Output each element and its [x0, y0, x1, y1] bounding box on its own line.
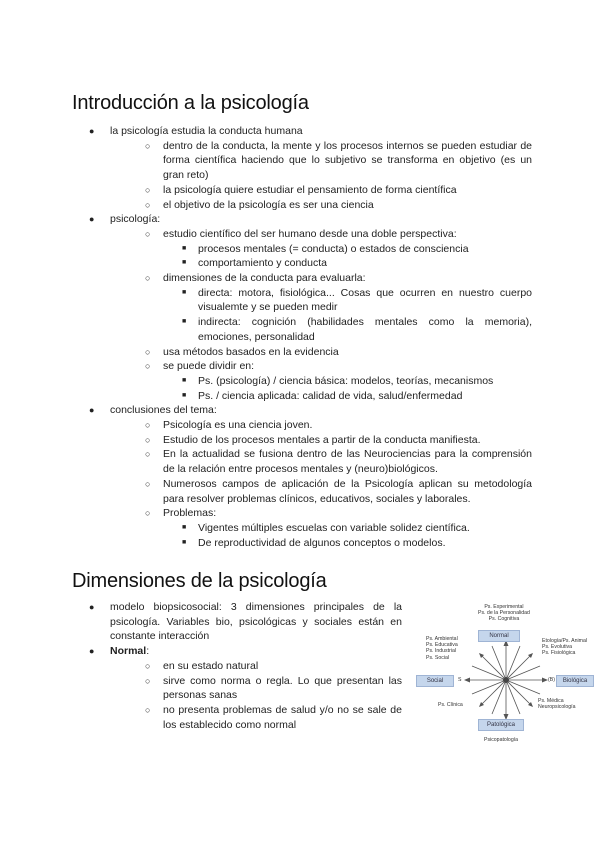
- list-item: ■ comportamiento y conducta: [182, 257, 327, 270]
- list-item: ○ no presenta problemas de salud y/o no se sale de los establecido como normal: [145, 703, 402, 731]
- list-item: ● la psicología estudia la conducta humana ○ dentro de la conducta, la mente y los procesos internos se pueden estudiar de forma científica haciendo que lo subjetivo se transforma en objetivo (es un gran reto) ○ la psicología quiere estudiar el pensamiento de forma científica ○ el objetivo de la psicología es ser una ciencia: [89, 125, 532, 211]
- diagram-left-labels: Ps. Ambiental Ps. Educativa Ps. Industrial Ps. Social: [426, 636, 458, 661]
- list-item: ● modelo biopsicosocial: 3 dimensiones principales de la psicología. Variables bio, psicológicas y sociales están en constante interacción: [89, 601, 402, 643]
- box-social: Social: [416, 675, 454, 687]
- diagram-bottom-right-labels: Ps. Médica Neuropsicología: [538, 698, 576, 711]
- list-item: ○ se puede dividir en: ■ Ps. (psicología) / ciencia básica: modelos, teorías, mecanismos ■ Ps. / ciencia aplicada: calidad de vida, salud/enfermedad: [145, 359, 532, 403]
- list-item: ○ Numerosos campos de aplicación de la Psicología aplican su metodología para resolver problemas clínicos, educativos, sociales y laborales.: [145, 477, 532, 505]
- list-item: ■ Ps. / ciencia aplicada: calidad de vida, salud/enfermedad: [182, 389, 463, 402]
- box-patologica: Patológica: [478, 719, 524, 731]
- axis-label-s: S: [458, 677, 462, 683]
- list-item: ○ sirve como norma o regla. Lo que presentan las personas sanas: [145, 674, 402, 702]
- section-title-dimensiones: Dimensiones de la psicología: [72, 570, 327, 592]
- list-item: ○ la psicología quiere estudiar el pensamiento de forma científica: [145, 183, 457, 196]
- diagram-top-labels: Ps. Experimental Ps. de la Personalidad Ps. Cognitiva: [478, 604, 530, 623]
- list-item: ■ indirecta: cognición (habilidades mentales como la memoria), emociones, personalidad: [182, 316, 532, 343]
- list-item: ○ dimensiones de la conducta para evaluarla: ■ directa: motora, fisiológica... Cosas que ocurren en nuestro cuerpo visualemte y se pueden medir ■ indirecta: cognición (habilidades mentales como la memoria), emociones, personalidad: [145, 272, 532, 343]
- list-item: ● conclusiones del tema: ○ Psicología es una ciencia joven. ○ Estudio de los procesos mentales a partir de la conducta manifiesta. ○ En la actualidad se fusiona dentro de las Neurociencias para la comprensión de la relación entre procesos mentales y (neuro)biológicos. ○ Numerosos campos de aplicación de la Psicología aplican su metodología para resolver problemas clínicos, educativos, sociales y laborales. ○ Problemas: ■ Vigentes múltiples escuelas con variable solidez científica. ■ De reproductividad de algunos conceptos o modelos.: [89, 404, 532, 549]
- list-item: ■ De reproductividad de algunos conceptos o modelos.: [182, 536, 446, 549]
- box-normal: Normal: [478, 630, 520, 642]
- list-item: ○ En la actualidad se fusiona dentro de las Neurociencias para la comprensión de la relación entre procesos mentales y (neuro)biológicos.: [145, 448, 532, 476]
- list-item: ■ procesos mentales (= conducta) o estados de consciencia: [182, 242, 469, 255]
- box-biologica: Biológica: [556, 675, 594, 687]
- section-dimensiones: [72, 600, 402, 732]
- axis-label-b: (B): [548, 677, 555, 683]
- section-title-introduccion: Introducción a la psicología: [72, 92, 309, 114]
- list-item: ○ usa métodos basados en la evidencia: [145, 345, 339, 358]
- list-item: ○ en su estado natural: [145, 659, 259, 672]
- list-item: ○ dentro de la conducta, la mente y los procesos internos se pueden estudiar de forma científica haciendo que lo subjetivo se transforma en objetivo (es un gran reto): [145, 139, 532, 182]
- diagram-right-labels: Etología/Ps. Animal Ps. Evolutiva Ps. Fisiológica: [542, 638, 587, 657]
- diagram-bottom-left-label: Ps. Clínica: [438, 702, 463, 708]
- list-item: ● psicología: ○ estudio científico del ser humano desde una doble perspectiva: ■ procesos mentales (= conducta) o estados de consciencia ■ comportamiento y conducta ○ dimensiones de la conducta para evaluarla: ■ directa: motora, fisiológica... Cosas que ocurren en nuestro cuerpo visualemte y se pueden medir ■ indirecta: cognición (habilidades mentales como la memoria), emociones, personalidad ○ usa métodos basados en la evidencia ○ se puede dividir en: ■ Ps. (psicología) / ciencia básica: modelos, teorías, mecanismos ■ Ps. / ciencia aplicada: calidad de vida, salud/enfermedad: [89, 213, 532, 402]
- biopsychosocial-diagram: [416, 602, 596, 748]
- list-item: ■ Vigentes múltiples escuelas con variable solidez científica.: [182, 521, 470, 534]
- list-item: ■ directa: motora, fisiológica... Cosas que ocurren en nuestro cuerpo visualemte y se pueden medir: [182, 286, 532, 314]
- list-item: ○ el objetivo de la psicología es ser una ciencia: [145, 198, 374, 211]
- list-item: ● Normal: ○ en su estado natural ○ sirve como norma o regla. Lo que presentan las personas sanas ○ no presenta problemas de salud y/o no se sale de los establecido como normal: [89, 645, 402, 731]
- diagram-bottom-label: Psicopatología: [484, 737, 519, 743]
- list-item: ■ Ps. (psicología) / ciencia básica: modelos, teorías, mecanismos: [182, 374, 494, 387]
- section-introduccion: [72, 124, 532, 550]
- list-item: ○ Estudio de los procesos mentales a partir de la conducta manifiesta.: [145, 433, 481, 446]
- list-item: ○ Problemas: ■ Vigentes múltiples escuelas con variable solidez científica. ■ De reproductividad de algunos conceptos o modelos.: [145, 506, 532, 550]
- list-item: ○ estudio científico del ser humano desde una doble perspectiva: ■ procesos mentales (= conducta) o estados de consciencia ■ comportamiento y conducta: [145, 227, 532, 271]
- list-item: ○ Psicología es una ciencia joven.: [145, 419, 313, 432]
